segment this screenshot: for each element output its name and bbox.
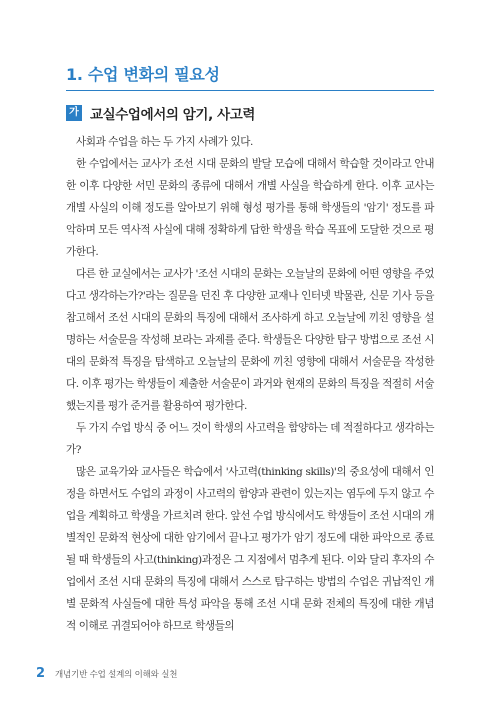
section-title-divider — [66, 90, 434, 91]
paragraph: 사회과 수업을 하는 두 가지 사례가 있다. — [76, 136, 253, 148]
page-footer — [36, 666, 177, 681]
subsection-badge: 가 — [66, 105, 82, 121]
paragraph: 두 가지 수업 방식 중 어느 것이 학생의 사고력을 함양하는 데 적절하다고 생각하는가? — [66, 422, 434, 456]
running-book-title: 개념기반 수업 설계의 이해와 실천 — [55, 670, 178, 680]
body-text — [66, 131, 434, 637]
page-number: 2 — [36, 666, 46, 681]
paragraph: 많은 교육가와 교사들은 학습에서 '사고력(thinking skills)'의 중요성에 대해서 인정을 하면서도 수업의 과정이 사고력의 함양과 관련이 있는지는 염두에 두지 않고 수업을 계획하고 학생을 가르치려 한다. 앞선 수업 방식에서도 학생들이 조선 시대의 개별적인 문화적 현상에 대한 암기에서 끝나고 평가가 암기 정도에 대한 파악으로 종료될 때 학생들의 사고(thinking)과정은 그 지점에서 멈추게 된다. 이와 달리 후자의 수업에서 조선 시대 문화의 특징에 대해서 스스로 탐구하는 방법의 수업은 귀납적인 개별 문화적 사실들에 대한 특성 파악을 통해 조선 시대 문화 전체의 특징에 대한 개념적 이해로 귀결되어야 하므로 학생들의 — [66, 466, 434, 632]
subsection-title: 교실수업에서의 암기, 사고력 — [90, 107, 256, 123]
paragraph: 다른 한 교실에서는 교사가 '조선 시대의 문화는 오늘날의 문화에 어떤 영향을 주었다고 생각하는가?'라는 질문을 던진 후 다양한 교재나 인터넷 박물관, 신문 기사 등을 참고해서 조선 시대의 문화의 특징에 대해서 조사하게 하고 오늘날에 끼친 영향을 설명하는 서술문을 작성해 보라는 과제를 준다. 학생들은 다양한 탐구 방법으로 조선 시대의 문화적 특징을 탐색하고 오늘날의 문화에 끼친 영향에 대해서 서술문을 작성한다. 이후 평가는 학생들이 제출한 서술문이 과거와 현재의 문화의 특징을 적절히 서술했는지를 평가 준거를 활용하여 평가한다. — [66, 268, 434, 412]
paragraph: 한 수업에서는 교사가 조선 시대 문화의 발달 모습에 대해서 학습할 것이라고 안내한 이후 다양한 서민 문화의 종류에 대해서 개별 사실을 학습하게 한다. 이후 교사는 개별 사실의 이해 정도를 알아보기 위해 형성 평가를 통해 학생들의 '암기' 정도를 파악하며 모든 역사적 사실에 대해 정확하게 답한 학생을 학습 목표에 도달한 것으로 평가한다. — [66, 158, 434, 258]
subsection-heading — [66, 103, 255, 123]
section-title: 1. 수업 변화의 필요성 — [66, 65, 220, 84]
